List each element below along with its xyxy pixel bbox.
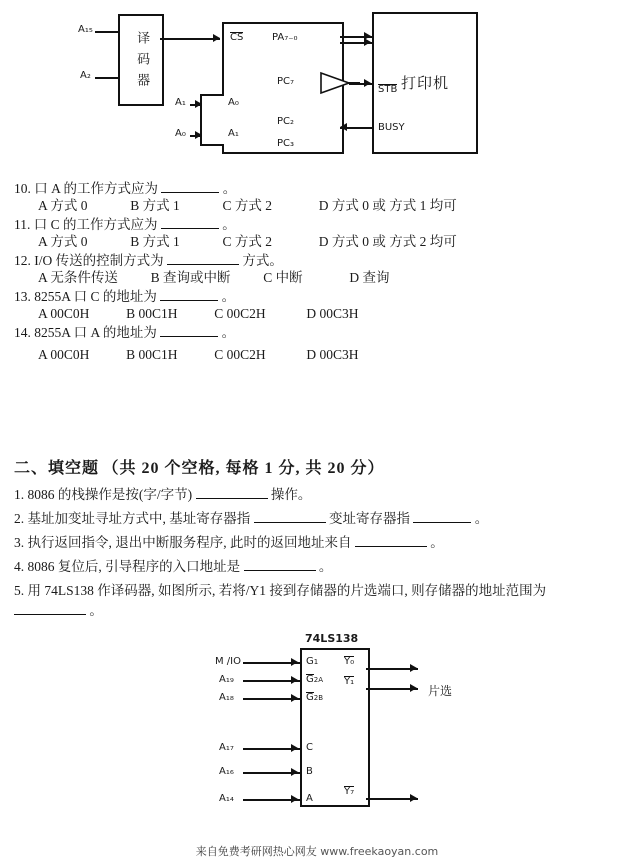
- circuit-diagram-8255a: [0, 0, 634, 175]
- option-c[interactable]: C 00C2H: [214, 305, 266, 321]
- label-a0-input: A₀: [175, 128, 186, 139]
- question-14: [14, 326, 620, 361]
- fill-item-2: [14, 509, 620, 530]
- answer-blank: [244, 570, 316, 571]
- option-d[interactable]: D 方式 0 或 方式 2 均可: [318, 233, 457, 249]
- question-13-period: 。: [221, 289, 236, 304]
- question-10: [14, 182, 620, 212]
- option-b[interactable]: B 00C1H: [126, 346, 178, 362]
- option-b[interactable]: B 方式 1: [130, 233, 180, 249]
- address-pin-box: [200, 94, 224, 146]
- option-c[interactable]: C 方式 2: [222, 233, 273, 249]
- chip-74ls138-box: [300, 648, 370, 807]
- option-d[interactable]: D 方式 0 或 方式 1 均可: [318, 197, 457, 213]
- question-12-suffix: 方式。: [242, 253, 283, 268]
- label-a15: A₁₅: [78, 24, 93, 35]
- fill-1-number: 1.: [14, 487, 25, 502]
- decoder-label: 译 码 器: [134, 31, 150, 89]
- fill-2-text-c: 。: [474, 510, 489, 526]
- pin-g2a: G2A: [306, 674, 323, 685]
- label-busy: BUSY: [378, 122, 405, 133]
- pin-g2b: G2B: [306, 692, 324, 703]
- option-a[interactable]: A 00C0H: [38, 305, 90, 321]
- option-a[interactable]: A 无条件传送: [38, 269, 118, 285]
- circuit-diagram-74ls138: [0, 626, 634, 826]
- fill-5-text-b: 。: [89, 602, 103, 618]
- label-pa: PA₇₋₀: [272, 32, 298, 43]
- question-11-period: 。: [222, 217, 236, 232]
- fill-2-text-b: 变址寄存器指: [329, 510, 410, 526]
- pin-a: A: [306, 793, 313, 804]
- fill-3-number: 3.: [14, 534, 25, 550]
- label-a1-chip: A₁: [228, 128, 239, 139]
- label-a2: A₂: [80, 70, 91, 81]
- question-12-text: I/O 传送的控制方式为: [34, 253, 164, 268]
- fill-5-number: 5.: [14, 582, 25, 598]
- option-b[interactable]: B 方式 1: [130, 197, 180, 213]
- label-a17: A₁₇: [219, 742, 234, 753]
- footer-watermark: www.freekaoyan.com: [320, 845, 439, 858]
- fill-items: [14, 485, 620, 621]
- option-c[interactable]: C 方式 2: [222, 197, 273, 213]
- option-d[interactable]: D 00C3H: [306, 305, 359, 321]
- label-pc2: PC₂: [277, 116, 295, 127]
- label-a18: A₁₈: [219, 692, 234, 703]
- fill-1-text-a: 8086 的栈操作是按(字/字节): [27, 487, 193, 502]
- fill-4-text-a: 8086 复位后, 引导程序的入口地址是: [27, 558, 241, 574]
- question-10-text: 口 A 的工作方式应为: [34, 181, 159, 196]
- answer-blank: [161, 192, 219, 193]
- fill-4-number: 4.: [14, 558, 25, 574]
- label-stb: STB: [378, 84, 398, 95]
- fill-item-4: [14, 557, 620, 578]
- section-title-row: [14, 455, 620, 478]
- label-a19: A₁₉: [219, 674, 234, 685]
- label-cs: CS: [230, 32, 244, 43]
- option-a[interactable]: A 00C0H: [38, 346, 90, 362]
- option-d[interactable]: D 查询: [349, 269, 390, 285]
- answer-blank: [161, 228, 219, 229]
- section-title-note: （共 20 个空格, 每格 1 分, 共 20 分）: [102, 460, 385, 477]
- chip-title-74ls138: 74LS138: [305, 632, 359, 645]
- answer-blank: [413, 522, 471, 523]
- question-10-number: 10.: [14, 181, 31, 196]
- label-a0-chip: A₀: [228, 97, 239, 108]
- pin-g1: G1: [306, 656, 319, 667]
- question-13-text: 8255A 口 C 的地址为: [34, 289, 157, 304]
- fill-1-text-b: 操作。: [270, 487, 312, 502]
- option-a[interactable]: A 方式 0: [38, 233, 88, 249]
- option-a[interactable]: A 方式 0: [38, 197, 88, 213]
- fill-3-text-b: 。: [430, 534, 444, 550]
- multiple-choice-list: [14, 182, 620, 367]
- footer: [0, 843, 634, 859]
- section-title: 二、填空题: [14, 460, 100, 477]
- answer-blank: [355, 546, 427, 547]
- pin-y0: Y₀: [344, 656, 355, 667]
- question-11-number: 11.: [14, 217, 31, 232]
- answer-blank: [14, 614, 86, 615]
- label-a1-input: A₁: [175, 97, 186, 108]
- fill-2-number: 2.: [14, 510, 25, 526]
- fill-4-text-b: 。: [318, 558, 333, 574]
- question-12: [14, 254, 620, 284]
- label-m-io: M /IO: [215, 656, 241, 667]
- answer-blank: [160, 300, 218, 301]
- answer-blank: [254, 522, 326, 523]
- question-10-period: 。: [222, 181, 237, 196]
- question-14-number: 14.: [14, 325, 31, 340]
- label-a14: A₁₄: [219, 793, 234, 804]
- option-b[interactable]: B 00C1H: [126, 305, 178, 321]
- question-13: [14, 290, 620, 320]
- fill-item-1: [14, 485, 620, 506]
- label-a16: A₁₆: [219, 766, 234, 777]
- fill-item-5: [14, 581, 620, 622]
- option-d[interactable]: D 00C3H: [306, 346, 359, 362]
- fill-3-text-a: 执行返回指令, 退出中断服务程序, 此时的返回地址来自: [27, 534, 352, 550]
- option-c[interactable]: C 中断: [263, 269, 303, 285]
- fill-2-text-a: 基址加变址寻址方式中, 基址寄存器指: [27, 510, 251, 526]
- pin-b: B: [306, 766, 313, 777]
- fill-5-text-a: 用 74LS138 作译码器, 如图所示, 若将/Y1 接到存储器的片选端口, 则存储器的地址范围为: [27, 582, 547, 598]
- option-c[interactable]: C 00C2H: [214, 346, 266, 362]
- pin-y7: Y₇: [344, 786, 355, 797]
- answer-blank: [196, 498, 268, 499]
- fill-in-blank-section: [14, 455, 620, 624]
- pin-c: C: [306, 742, 313, 753]
- footer-text: 来自免费考研网热心网友: [195, 845, 317, 858]
- question-11-text: 口 C 的工作方式应为: [33, 217, 158, 232]
- decoder-box: [118, 14, 164, 106]
- fill-item-3: [14, 533, 620, 554]
- label-pc7: PC₇: [277, 76, 295, 87]
- pin-y1: Y₁: [344, 676, 355, 687]
- option-b[interactable]: B 查询或中断: [150, 269, 231, 285]
- question-13-number: 13.: [14, 289, 31, 304]
- label-chip-select: 片选: [428, 684, 453, 698]
- question-12-number: 12.: [14, 253, 31, 268]
- question-11: [14, 218, 620, 248]
- printer-label: 打印机: [400, 73, 449, 92]
- question-14-text: 8255A 口 A 的地址为: [34, 325, 157, 340]
- label-pc3: PC₃: [277, 138, 295, 149]
- answer-blank: [167, 264, 239, 265]
- question-14-period: 。: [221, 325, 236, 340]
- answer-blank: [160, 336, 218, 337]
